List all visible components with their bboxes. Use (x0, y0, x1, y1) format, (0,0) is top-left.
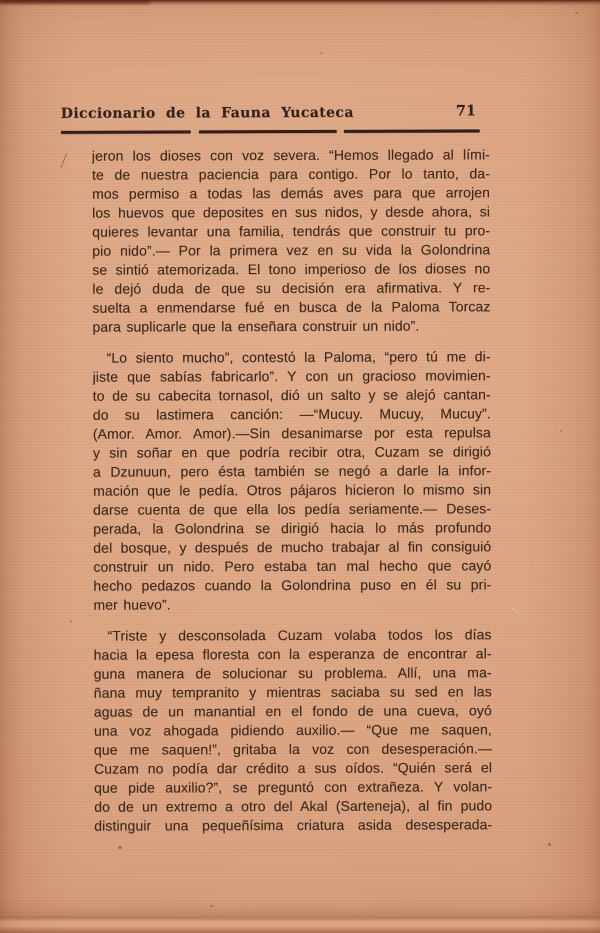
rule-segment (61, 130, 191, 133)
text-line: “Triste y desconsolada Cuzam volaba todos los días (107, 626, 492, 644)
text-line: ñana muy tempranito y mientras saciaba su sed en las (93, 683, 492, 701)
text-line: jeron los dioses con voz severa. “Hemos llegado al lími- (91, 146, 490, 164)
text-line: distinguir una pequeñísima criatura asida desesperada- (94, 816, 493, 834)
text-line: mer huevo”. (93, 596, 171, 613)
text-line: suelta a enmendarse fué en busca de la Paloma Torcaz (92, 298, 491, 316)
text-line: una voz ahogada pidiendo auxilio.— “Que me saquen, (93, 721, 492, 739)
page-number: 71 (455, 102, 476, 120)
pencil-slash-artifact (60, 153, 75, 172)
header-rule (61, 129, 480, 133)
page-top-left-edge-shadow (0, 0, 150, 4)
text-line: del bosque, y después de mucho trabajar al fin consiguió (93, 538, 492, 556)
text-line: “Lo siento mucho”, contestó la Paloma, “pero tú me di- (106, 348, 491, 366)
text-line: do de un extremo a otro del Akal (Sarteneja), al fin pudo (94, 797, 493, 815)
text-line: se sintió atemorizada. El tono imperioso de los dioses no (92, 260, 491, 278)
text-line: guna manera de solucionar su problema. Allí, una ma- (93, 664, 492, 682)
text-line: que me saquen!”, gritaba la voz con desesperación.— (93, 740, 493, 758)
text-line: aguas de un manantial en el fondo de una cueva, oyó (93, 702, 492, 720)
rule-segment (198, 130, 336, 133)
rule-segment (344, 129, 480, 132)
text-line: Cuzam no podía dar crédito a sus oídos. “Quién será el (94, 759, 493, 777)
body-text (92, 145, 492, 835)
page-bottom-edge-shadow (0, 897, 600, 933)
paragraph (94, 625, 493, 835)
text-line: jiste que sabías fabricarlo”. Y con un gracioso movimien- (92, 367, 491, 385)
running-header-title: Diccionario de la Fauna Yucateca (60, 104, 354, 122)
paragraph (93, 347, 492, 614)
text-line: te de nuestra paciencia para contigo. Por lo tanto, da- (91, 165, 491, 183)
text-line: construir un nido. Pero estaba tan mal hecho que cayó (93, 557, 492, 575)
text-line: hecho pedazos cuando la Golondrina puso en él su pri- (93, 576, 492, 594)
paragraph (92, 145, 491, 336)
text-line: y sin soñar en que podría recibir otra, Cuzam se dirigió (92, 443, 491, 461)
text-line: mos permiso a todas las demás aves para que arrojen (92, 184, 491, 202)
text-line: perada, la Golondrina se dirigió hacia lo más profundo (93, 519, 492, 537)
text-line: to de su cabecita tornasol, dió un salto y se alejó cantan- (92, 386, 491, 404)
text-line: le dejó duda de que su decisión era afirmativa. Y re- (92, 279, 491, 297)
text-line: darse cuenta de que ella los pedía seriamente.— Deses- (93, 500, 492, 518)
text-line: a Dzunuun, pero ésta también se negó a darle la infor- (92, 462, 492, 480)
text-line: hacia la epesa floresta con la esperanza de encontrar al- (93, 645, 492, 663)
text-line: do su lastimera canción: —“Mucuy. Mucuy, Mucuy”. (92, 405, 491, 423)
text-line: que pide auxilio?”, se preguntó con extrañeza. Y volan- (94, 778, 493, 796)
text-line: (Amor. Amor. Amor).—Sin desanimarse por esta repulsa (92, 424, 491, 442)
text-line: pio nido”.— Por la primera vez en su vida la Golondrina (92, 241, 491, 259)
text-line: mación que le pedía. Otros pájaros hicieron lo mismo sin (93, 481, 492, 499)
text-line: los huevos que deposites en sus nidos, y desde ahora, si (92, 203, 491, 221)
text-line: quieres levantar una familia, tendrás que construir tu pro- (92, 222, 491, 240)
text-line: para suplicarle que la enseñara construir un nido”. (92, 317, 420, 335)
